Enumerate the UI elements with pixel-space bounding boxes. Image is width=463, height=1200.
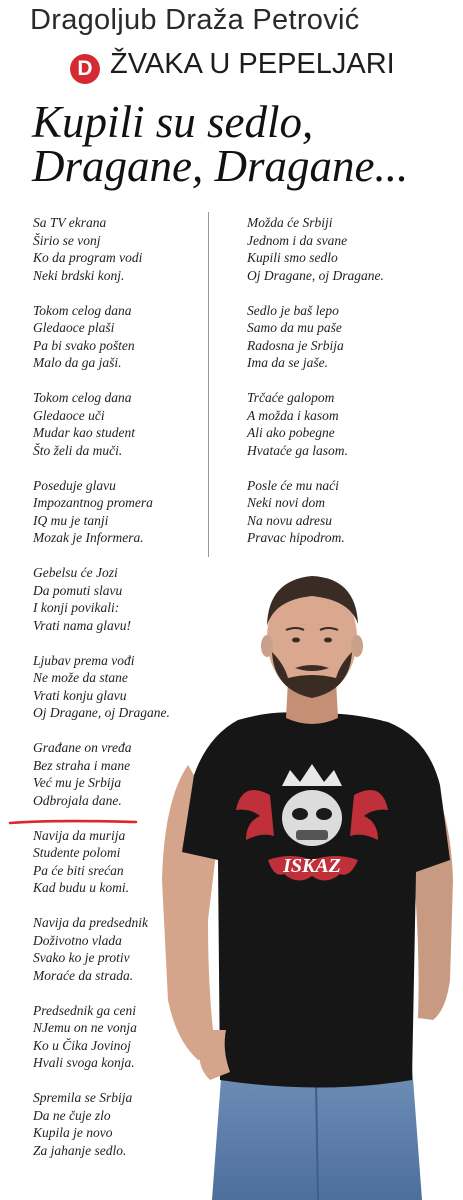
poem-line: Malo da ga jaši. [33, 355, 122, 370]
poem-line: Radosna je Srbija [247, 337, 344, 353]
poem-line: Ali ako pobegne [247, 425, 335, 440]
headline-line-1: Kupili su sedlo, [32, 97, 314, 147]
poem-stanza [33, 389, 193, 459]
red-underline-mark [8, 818, 138, 826]
poem-stanza [33, 302, 193, 372]
poem-line: Da pomuti slavu [33, 582, 123, 598]
poem-line: Tokom celog dana [33, 302, 132, 318]
poem-right-column [247, 214, 407, 564]
poem-line: Mudar kao student [33, 425, 135, 440]
poem-line: Predsednik ga ceni [33, 1002, 136, 1018]
poem-stanza [247, 389, 407, 459]
poem-line: Da ne čuje zlo [33, 1107, 111, 1123]
poem-line: Gledaoce uči [33, 407, 105, 423]
poem-line: Samo da mu paše [247, 320, 342, 335]
poem-line: Posle će mu naći [247, 477, 339, 493]
poem-line: Ko u Čika Jovinoj [33, 1037, 131, 1053]
poem-line: Moraće da strada. [33, 967, 134, 983]
poem-line: Ko da program vodi [33, 250, 143, 265]
column-divider [208, 212, 209, 557]
poem-line: Građane on vređa [33, 740, 132, 755]
poem-line: Širio se vonj [33, 232, 101, 248]
column-name: ŽVAKA U PEPELJARI [110, 48, 395, 80]
poem-line: Pa bi svako pošten [33, 337, 135, 353]
poem-line: Ima da se jaše. [247, 355, 328, 370]
poem-line: Mozak je Informera. [33, 530, 144, 545]
shirt-print-text: ISKAZ [283, 855, 341, 877]
poem-line: Oj Dragane, oj Dragane. [247, 267, 384, 283]
poem-line: Studente polomi [33, 845, 121, 860]
poem-line: Gledaoce plaši [33, 320, 115, 335]
poem-line: Bez straha i mane [33, 757, 131, 773]
poem-line: Poseduje glavu [33, 477, 116, 493]
poem-line: Na novu adresu [247, 512, 332, 528]
poem-line: Neki brdski konj. [33, 267, 125, 283]
poem-line: Što želi da muči. [33, 442, 123, 458]
article-headline [32, 97, 409, 191]
poem-stanza [247, 214, 407, 284]
poem-line: Svako ko je protiv [33, 950, 130, 965]
poem-line: Kupili smo sedlo [247, 250, 338, 265]
poem-line: Spremila se Srbija [33, 1090, 133, 1105]
poem-stanza [247, 477, 407, 547]
poem-line: Za jahanje sedlo. [33, 1142, 127, 1158]
poem-line: Sedlo je baš lepo [247, 302, 339, 318]
poem-line: Gebelsu će Jozi [33, 565, 118, 580]
author-photo [150, 560, 463, 1200]
poem-line: Oj Dragane, oj Dragane. [33, 705, 170, 720]
headline-line-2: Dragane, Dragane... [32, 141, 409, 191]
poem-line: Vrati nama glavu! [33, 617, 131, 633]
poem-line: Pa će biti srećan [33, 862, 124, 878]
poem-line: I konji povikali: [33, 600, 120, 615]
poem-line: Vrati konju glavu [33, 687, 127, 703]
poem-line: A možda i kasom [247, 407, 339, 423]
poem-line: IQ mu je tanji [33, 512, 109, 528]
poem-line: Možda će Srbiji [247, 215, 333, 230]
poem-line: Već mu je Srbija [33, 775, 122, 790]
poem-line: Pravac hipodrom. [247, 530, 345, 545]
poem-line: Navija da predsednik [33, 915, 148, 930]
poem-line: Hvataće ga lasom. [247, 442, 348, 458]
poem-line: Hvali svoga konja. [33, 1055, 135, 1070]
poem-line: Doživotno vlada [33, 932, 122, 948]
poem-stanza [33, 214, 193, 284]
poem-line: Navija da murija [33, 827, 126, 843]
poem-line: Odbrojala dane. [33, 792, 122, 808]
poem-line: Sa TV ekrana [33, 215, 107, 230]
poem-stanza [33, 477, 193, 547]
poem-line: Impozantnog promera [33, 495, 153, 510]
poem-stanza [247, 302, 407, 372]
poem-line: Kupila je novo [33, 1125, 113, 1140]
poem-line: NJemu on ne vonja [33, 1020, 137, 1035]
danas-logo-icon: D [70, 54, 100, 84]
poem-line: Tokom celog dana [33, 390, 132, 405]
author-name: Dragoljub Draža Petrović [30, 4, 360, 36]
poem-line: Kad budu u komi. [33, 880, 129, 895]
poem-line: Ljubav prema vođi [33, 652, 135, 668]
poem-line: Trčaće galopom [247, 390, 335, 405]
poem-line: Neki novi dom [247, 495, 325, 510]
poem-line: Ne može da stane [33, 670, 128, 685]
poem-line: Jednom i da svane [247, 232, 348, 248]
